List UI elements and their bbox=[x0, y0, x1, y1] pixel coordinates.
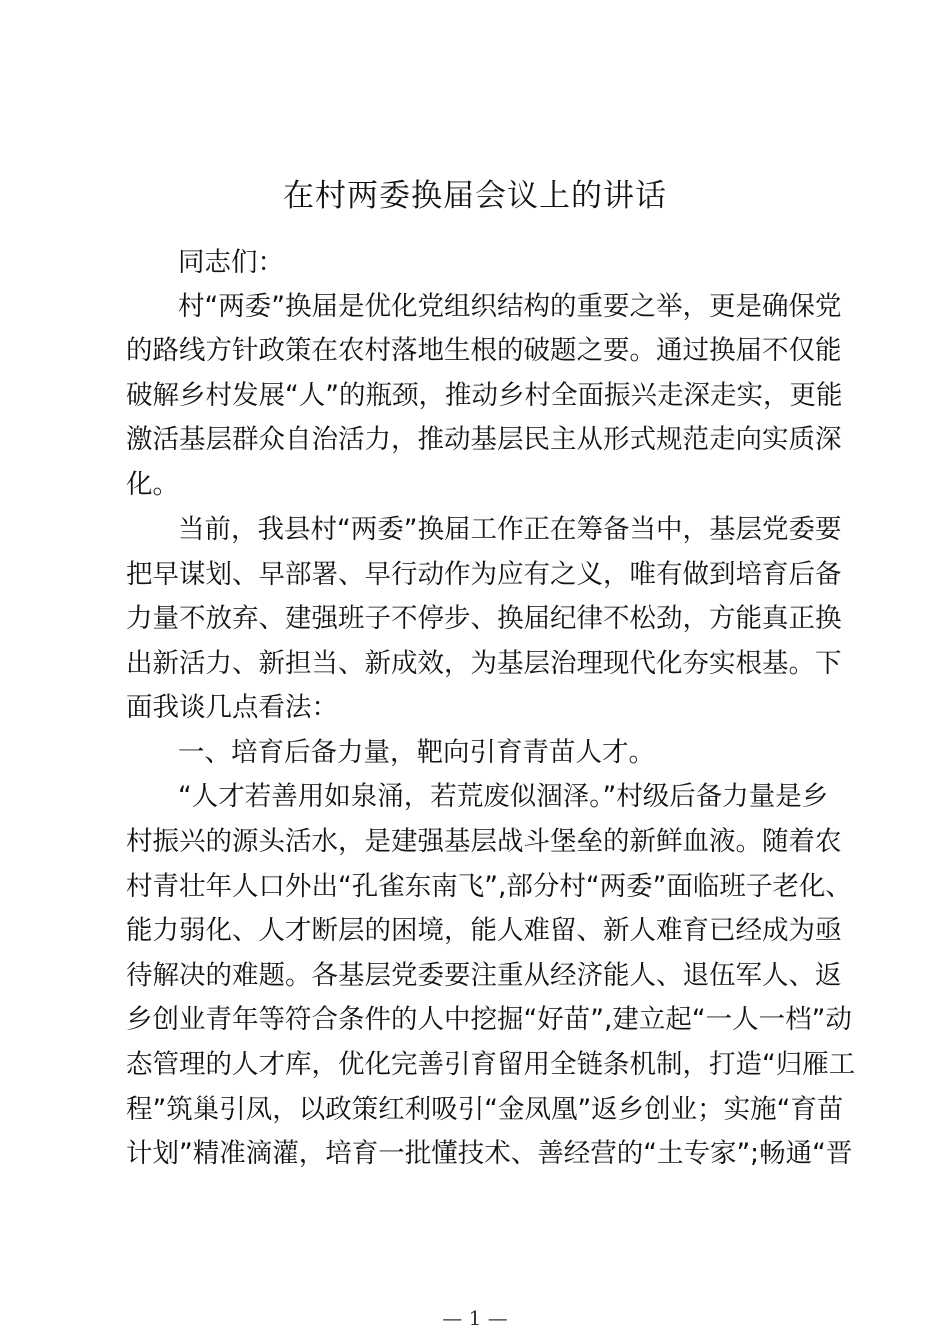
paragraph-line: 能力弱化、人才断层的困境，能人难留、新人难育已经成为亟 bbox=[126, 915, 842, 946]
paragraph-line: 程”筑巢引凤，以政策红利吸引“金凤凰”返乡创业；实施“育苗 bbox=[126, 1094, 844, 1125]
document-title: 在村两委换届会议上的讲话 bbox=[283, 178, 667, 214]
paragraph-line: 态管理的人才库，优化完善引育留用全链条机制，打造“归雁工 bbox=[126, 1049, 856, 1080]
paragraph-line: 计划”精准滴灌，培育一批懂技术、善经营的“土专家”;畅通“晋 bbox=[126, 1138, 853, 1169]
section-heading: 一、培育后备力量，靶向引育青苗人才。 bbox=[178, 737, 655, 768]
paragraph-line: 村“两委”换届是优化党组织结构的重要之举，更是确保党 bbox=[178, 291, 842, 322]
paragraph-line: 化。 bbox=[126, 469, 179, 500]
page-number: — 1 — bbox=[442, 1306, 508, 1330]
paragraph-line: 乡创业青年等符合条件的人中挖掘“好苗”,建立起“一人一档”动 bbox=[126, 1004, 852, 1035]
paragraph-line: 把早谋划、早部署、早行动作为应有之义，唯有做到培育后备 bbox=[126, 559, 842, 590]
paragraph-line: 待解决的难题。各基层党委要注重从经济能人、退伍军人、返 bbox=[126, 960, 842, 991]
paragraph-line: 面我谈几点看法： bbox=[126, 692, 338, 723]
paragraph-line: 村青壮年人口外出“孔雀东南飞”,部分村“两委”面临班子老化、 bbox=[126, 871, 852, 902]
paragraph-line: 当前，我县村“两委”换届工作正在筹备当中，基层党委要 bbox=[178, 514, 842, 545]
paragraph-line: 村振兴的源头活水，是建强基层战斗堡垒的新鲜血液。随着农 bbox=[126, 826, 842, 857]
paragraph-line: 的路线方针政策在农村落地生根的破题之要。通过换届不仅能 bbox=[126, 335, 842, 366]
paragraph-line: “人才若善用如泉涌，若荒废似涸泽。”村级后备力量是乡 bbox=[178, 781, 829, 812]
paragraph-line: 破解乡村发展“人”的瓶颈，推动乡村全面振兴走深走实，更能 bbox=[126, 380, 843, 411]
paragraph-line: 激活基层群众自治活力，推动基层民主从形式规范走向实质深 bbox=[126, 424, 842, 455]
paragraph-line: 出新活力、新担当、新成效，为基层治理现代化夯实根基。下 bbox=[126, 648, 842, 679]
salutation: 同志们： bbox=[178, 247, 284, 278]
paragraph-line: 力量不放弃、建强班子不停步、换届纪律不松劲，方能真正换 bbox=[126, 603, 842, 634]
